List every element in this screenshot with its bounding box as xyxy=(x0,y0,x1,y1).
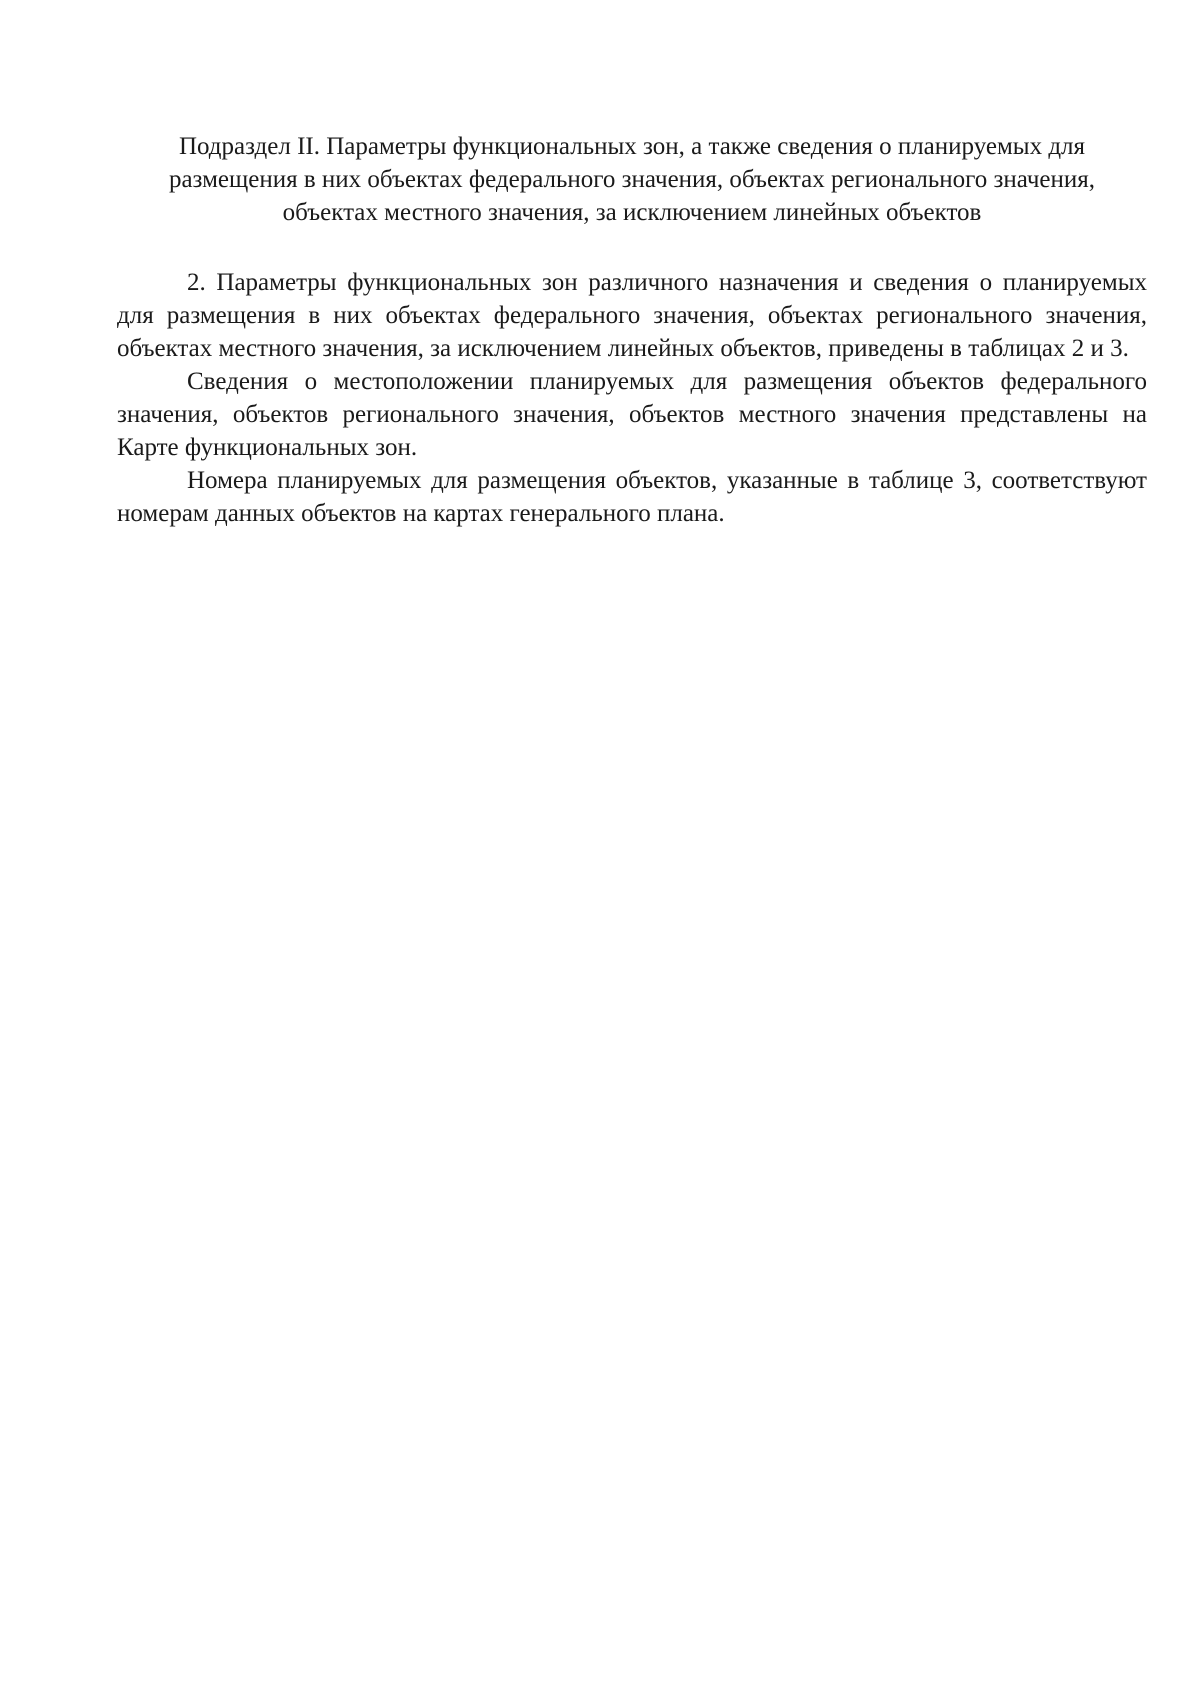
paragraph-zone-parameters: 2. Параметры функциональных зон различного назначения и сведения о планируемых для размещения в них объектах федерального значения, объектах регионального значения, объектах местного значения, за исключением линейных объектов, приведены в таблицах 2 и 3. xyxy=(117,269,1147,362)
document-body xyxy=(117,130,1147,530)
paragraph-object-numbers: Номера планируемых для размещения объектов, указанные в таблице 3, соответствуют номерам данных объектов на картах генерального плана. xyxy=(117,467,1147,527)
section-title: Подраздел II. Параметры функциональных зон, а также сведения о планируемых для размещения в них объектах федерального значения, объектах регионального значения, объектах местного значения, за исключением линейных объектов xyxy=(168,133,1096,226)
paragraph-object-locations: Сведения о местоположении планируемых для размещения объектов федерального значения, объектов регионального значения, объектов местного значения представлены на Карте функциональных зон. xyxy=(117,368,1147,461)
